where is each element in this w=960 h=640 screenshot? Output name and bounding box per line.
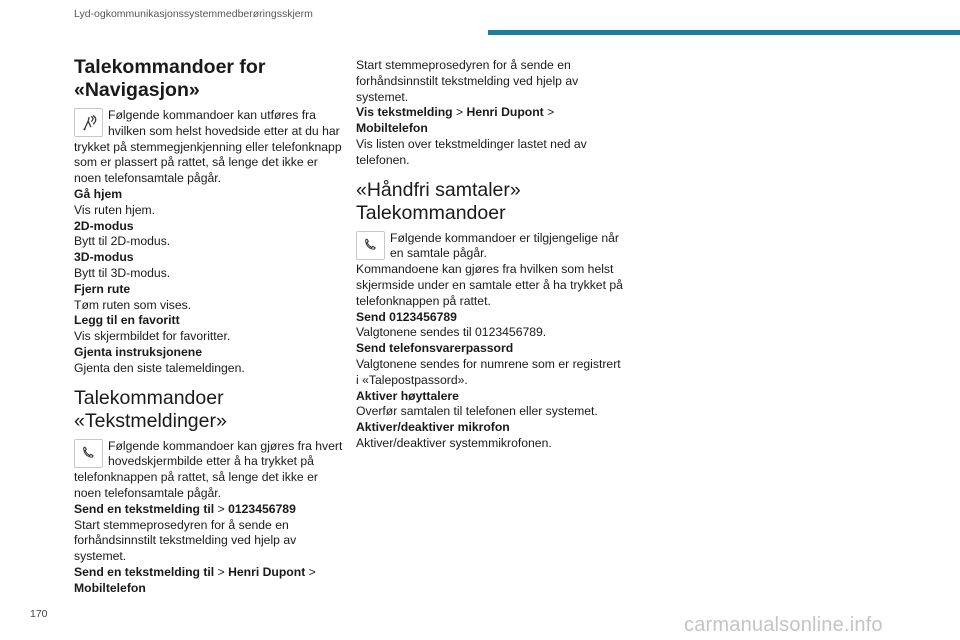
- nav-desc: Vis ruten hjem.: [74, 202, 156, 217]
- hands-desc: Valgtonene sendes for numrene som er registrert i «Talepostpassord».: [356, 356, 621, 387]
- sms-cmd3: Vis tekstmelding > Henri Dupont > Mobiltelefon: [356, 105, 555, 136]
- voice-command-icon: [74, 108, 103, 137]
- nav-cmd: 2D-modus: [74, 218, 134, 233]
- sms-cmd2: Send en tekstmelding til > Henri Dupont > Mobiltelefon: [74, 564, 316, 595]
- sms-cmd1: Send en tekstmelding til > 0123456789: [74, 501, 296, 516]
- hands-intro2: Kommandoene kan gjøres fra hvilken som helst skjermside under en samtale etter å ha trykket på telefonknappen på rattet.: [356, 262, 623, 308]
- hands-desc: Overfør samtalen til telefonen eller systemet.: [356, 404, 598, 419]
- nav-command-list: [74, 187, 344, 377]
- hands-heading-line2: Talekommandoer: [356, 201, 506, 224]
- hands-cmd: Send 0123456789: [356, 309, 457, 324]
- running-title: Lyd-ogkommunikasjonssystemmedberøringsskjerm: [74, 8, 313, 20]
- hands-cmd: Aktiver/deaktiver mikrofon: [356, 420, 510, 435]
- phone-icon: [356, 231, 385, 260]
- sms-heading: [74, 387, 344, 433]
- hands-intro: [356, 231, 626, 263]
- nav-heading-line1: Talekommandoer for: [74, 56, 266, 78]
- sms-heading-line1: Talekommandoer: [74, 386, 224, 409]
- hands-desc: Valgtonene sendes til 0123456789.: [356, 325, 547, 340]
- hands-intro-text: Følgende kommandoer er tilgjengelige når en samtale pågår.: [390, 230, 619, 261]
- sms-intro-text: Følgende kommandoer kan gjøres fra hvert hovedskjermbilde etter å ha trykket på telefonknappen på rattet, så lenge det ikke er noen telefonsamtale pågår.: [74, 438, 343, 500]
- nav-cmd: Legg til en favoritt: [74, 313, 180, 328]
- sms-heading-line2: «Tekstmeldinger»: [74, 409, 227, 432]
- nav-cmd: Gjenta instruksjonene: [74, 344, 202, 359]
- column-left: [74, 56, 344, 597]
- nav-desc: Bytt til 2D-modus.: [74, 234, 171, 249]
- hands-cmd: Send telefonsvarerpassord: [356, 341, 514, 356]
- sms-desc2: Start stemmeprosedyren for å sende en forhåndsinnstilt tekstmelding ved hjelp av systemet.: [356, 58, 579, 104]
- phone-icon: [74, 439, 103, 468]
- sms-intro: [74, 439, 344, 502]
- nav-desc: Bytt til 3D-modus.: [74, 265, 171, 280]
- header-accent-bar: [488, 30, 960, 35]
- nav-cmd: Gå hjem: [74, 186, 123, 201]
- nav-desc: Tøm ruten som vises.: [74, 297, 192, 312]
- sms-desc1: Start stemmeprosedyren for å sende en forhåndsinnstilt tekstmelding ved hjelp av systemet.: [74, 517, 297, 564]
- hands-cmd: Aktiver høyttalere: [356, 388, 459, 403]
- column-right: [356, 58, 626, 452]
- nav-cmd: Fjern rute: [74, 281, 131, 296]
- hands-heading: [356, 179, 626, 225]
- nav-intro: [74, 108, 344, 187]
- hands-desc: Aktiver/deaktiver systemmikrofonen.: [356, 435, 552, 450]
- nav-cmd: 3D-modus: [74, 250, 134, 265]
- sms-desc3: Vis listen over tekstmeldinger lastet ned av telefonen.: [356, 136, 587, 167]
- nav-intro-text: Følgende kommandoer kan utføres fra hvilken som helst hovedside etter at du har trykket på stemmegjenkjenning eller telefonknapp som er plassert på rattet, så lenge det ikke er noen telefonsamtale pågår.: [74, 108, 342, 186]
- page-number: 170: [30, 608, 48, 620]
- watermark: carmanualsonline.info: [684, 614, 883, 636]
- nav-heading: [74, 56, 344, 102]
- nav-heading-line2: «Navigasjon»: [74, 79, 200, 101]
- hands-heading-line1: «Håndfri samtaler»: [356, 178, 521, 201]
- nav-desc: Vis skjermbildet for favoritter.: [74, 329, 231, 344]
- nav-desc: Gjenta den siste talemeldingen.: [74, 360, 245, 375]
